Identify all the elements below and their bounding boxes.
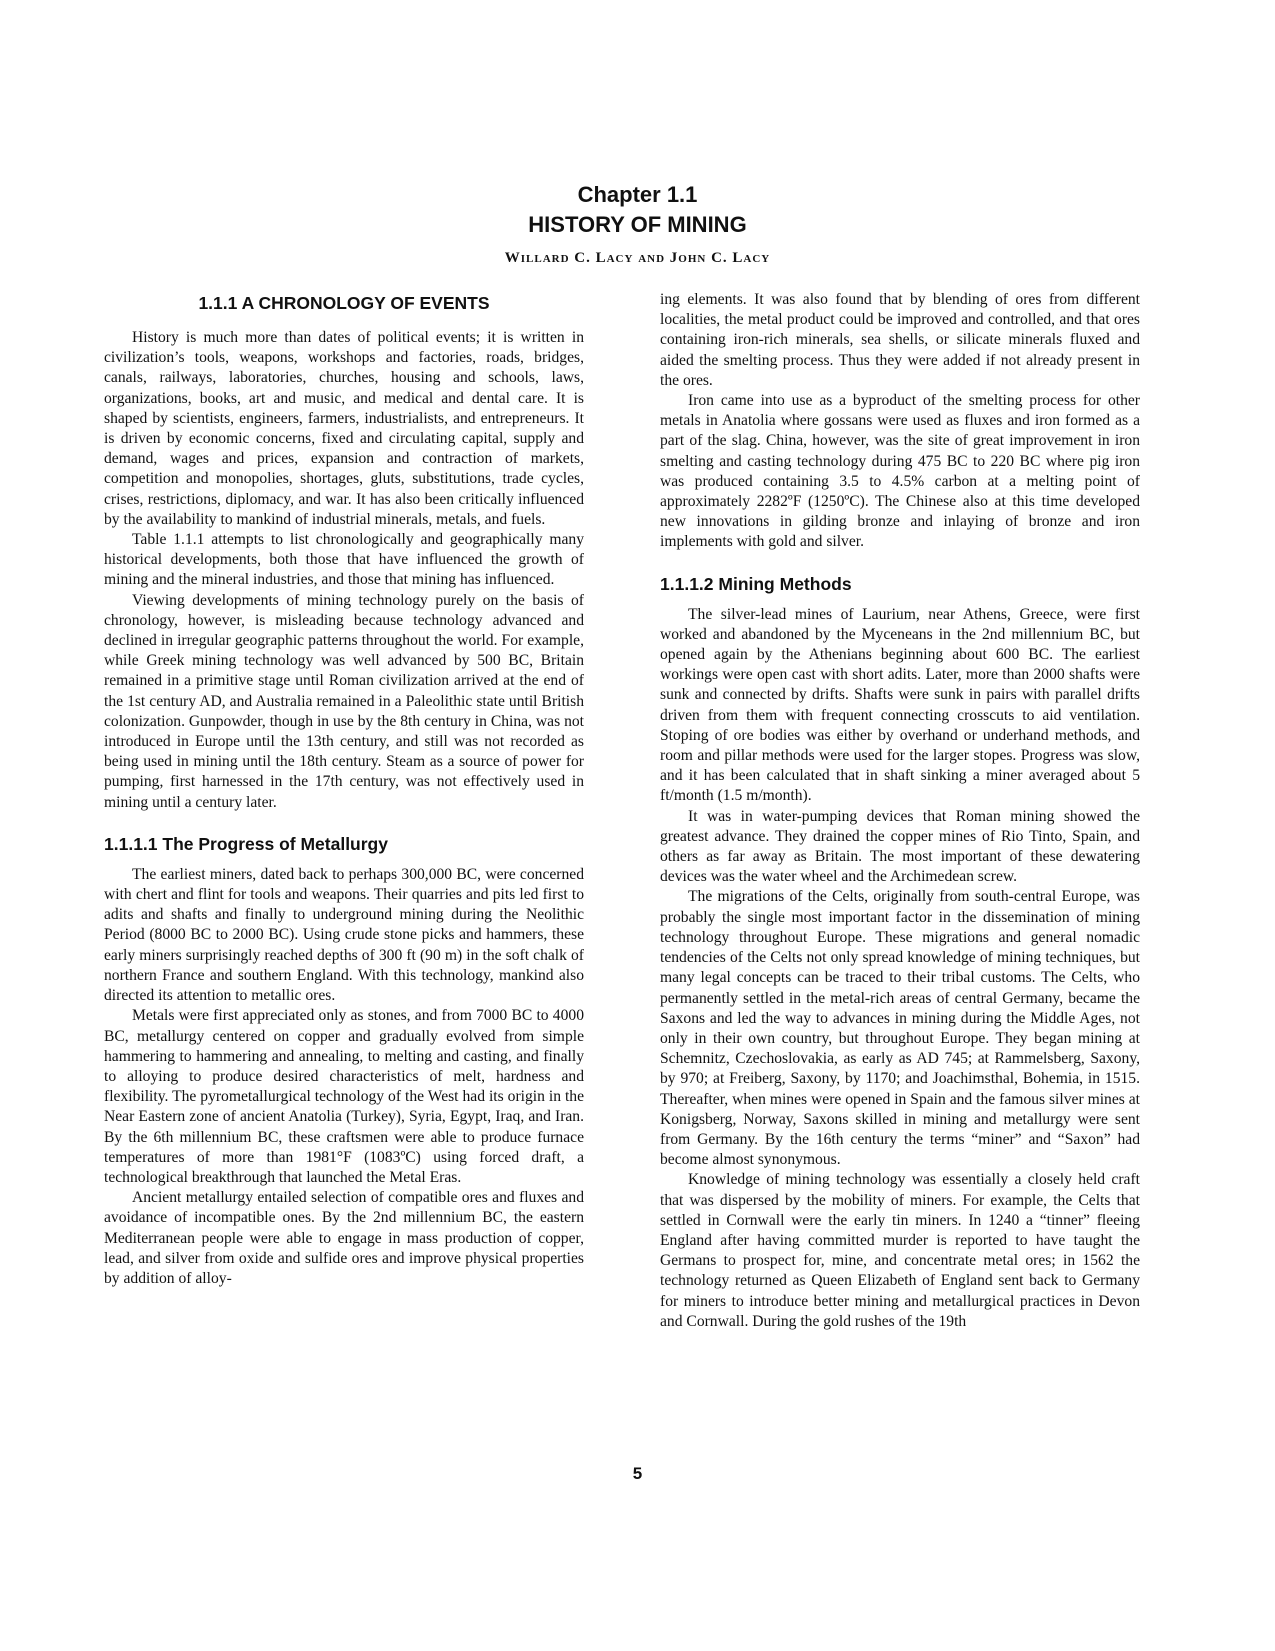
- paragraph: Viewing developments of mining technology purely on the basis of chronology, however, is misleading because technology advanced and declined in irregular geographic patterns throughout the world. For example, while Greek mining technology was well advanced by 500 BC, Britain remained in a primitive stage until Roman civilization arrived at the end of the 1st century AD, and Australia remained in a Paleolithic state until British colonization. Gunpowder, though in use by the 8th century in China, was not introduced in Europe until the 13th century, and still was not recorded as being used in mining until the 18th century. Steam as a source of power for pumping, first harnessed in the 17th century, was not effectively used in mining until a century later.: [104, 591, 584, 811]
- paragraph-continued: ing elements. It was also found that by blending of ores from different localities, the metal product could be improved and controlled, and that ores containing iron-rich minerals, sea shells, or silicate minerals fluxed and aided the smelting process. Thus they were added if not already present in the ores.: [660, 291, 1140, 389]
- paragraph: Table 1.1.1 attempts to list chronologically and geographically many historical developments, both those that have influenced the growth of mining and the mineral industries, and those that mining has influenced.: [104, 531, 584, 589]
- chapter-authors: Willard C. Lacy and John C. Lacy: [504, 250, 771, 266]
- subsection-heading-methods: 1.1.1.2 Mining Methods: [660, 573, 852, 594]
- section-heading: 1.1.1 A CHRONOLOGY OF EVENTS: [198, 293, 490, 313]
- paragraph: Iron came into use as a byproduct of the smelting process for other metals in Anatolia where gossans were used as fluxes and iron formed as a part of the slag. China, however, was the site of great improvement in iron smelting and casting technology during 475 BC to 220 BC where pig iron was produced containing 3.5 to 4.5% carbon at a melting point of approximately 2282ºF (1250ºC). The Chinese also at this time developed new innovations in gilding bronze and inlaying of bronze and iron implements with gold and silver.: [660, 392, 1140, 551]
- paragraph: The silver-lead mines of Laurium, near Athens, Greece, were first worked and abandoned by the Myceneans in the 2nd millennium BC, but opened again by the Athenians beginning about 600 BC. The earliest workings were open cast with short adits. Later, more than 2000 shafts were sunk and connected by drifts. Shafts were sunk in pairs with parallel drifts driven from them with frequent connecting crosscuts to aid ventilation. Stoping of ore bodies was either by overhand or underhand methods, and room and pillar methods were used for the larger stopes. Progress was slow, and it has been calculated that in shaft sinking a miner averaged about 5 ft/month (1.5 m/month).: [660, 605, 1140, 805]
- chapter-header: [0, 180, 1275, 268]
- chapter-number: Chapter 1.1: [577, 182, 698, 207]
- right-column: [660, 290, 1140, 1332]
- paragraph: The earliest miners, dated back to perhaps 300,000 BC, were concerned with chert and flint for tools and weapons. Their quarries and pits led first to adits and shafts and finally to underground mining during the Neolithic Period (8000 BC to 2000 BC). Using crude stone picks and hammers, these early miners surprisingly reached depths of 300 ft (90 m) in the soft chalk of northern France and southern England. With this technology, mankind also directed its attention to metallic ores.: [104, 865, 584, 1005]
- paragraph: History is much more than dates of political events; it is written in civilization’s tools, weapons, workshops and factories, roads, bridges, canals, railways, laboratories, churches, housing and schools, laws, organizations, books, art and music, and medical and dental care. It is shaped by scientists, engineers, farmers, industrialists, and entrepreneurs. It is driven by economic concerns, fixed and circulating capital, supply and demand, wages and prices, expansion and contraction of markets, competition and monopolies, shortages, gluts, substitutions, trade cycles, crises, restrictions, diplomacy, and war. It has also been critically influenced by the availability to mankind of industrial minerals, metals, and fuels.: [104, 329, 584, 528]
- page-number: 5: [632, 1464, 643, 1483]
- paragraph: Metals were first appreciated only as stones, and from 7000 BC to 4000 BC, metallurgy centered on copper and gradually evolved from simple hammering to hammering and annealing, to melting and casting, and finally to alloying to produce desired characteristics of melt, hardness and flexibility. The pyrometallurgical technology of the West had its origin in the Near Eastern zone of ancient Anatolia (Turkey), Syria, Egypt, Iraq, and Iran. By the 6th millennium BC, these craftsmen were able to produce furnace temperatures of more than 1981°F (1083ºC) using forced draft, a technological breakthrough that launched the Metal Eras.: [104, 1007, 584, 1186]
- paragraph: It was in water-pumping devices that Roman mining showed the greatest advance. They drained the copper mines of Rio Tinto, Spain, and others as far away as Britain. The most important of these dewatering devices was the water wheel and the Archimedean screw.: [660, 807, 1140, 886]
- paragraph: Knowledge of mining technology was essentially a closely held craft that was dispersed by the mobility of miners. For example, the Celts that settled in Cornwall were the early tin miners. In 1240 a “tinner” fleeing England after having committed murder is reported to have taught the Germans to prospect for, mine, and concentrate metal ores; in 1562 the technology returned as Queen Elizabeth of England sent back to Germany for miners to introduce better mining and metallurgical practices in Devon and Cornwall. During the gold rushes of the 19th: [660, 1171, 1140, 1330]
- paragraph: The migrations of the Celts, originally from south-central Europe, was probably the single most important factor in the dissemination of mining technology throughout Europe. These migrations and general nomadic tendencies of the Celts not only spread knowledge of mining techniques, but many legal concepts can be traced to their tribal customs. The Celts, who permanently settled in the metal-rich areas of central Germany, became the Saxons and led the way to advances in mining during the Middle Ages, not only in their own country, but throughout Europe. They began mining at Schemnitz, Czechoslovakia, as early as AD 745; at Rammelsberg, Saxony, by 970; at Freiberg, Saxony, by 1170; and Joachimsthal, Bohemia, in 1515. Thereafter, when mines were opened in Spain and the famous silver mines at Konigsberg, Norway, Saxons skilled in mining and metallurgy were sent from Germany. By the 16th century the terms “miner” and “Saxon” had become almost synonymous.: [660, 888, 1140, 1169]
- left-column: [104, 292, 584, 1289]
- subsection-heading-metallurgy: 1.1.1.1 The Progress of Metallurgy: [104, 833, 388, 854]
- chapter-title: HISTORY OF MINING: [528, 212, 747, 237]
- paragraph: Ancient metallurgy entailed selection of compatible ores and fluxes and avoidance of incompatible ones. By the 2nd millennium BC, the eastern Mediterranean people were able to engage in mass production of copper, lead, and silver from oxide and sulfide ores and improve physical properties by addition of alloy-: [104, 1189, 584, 1287]
